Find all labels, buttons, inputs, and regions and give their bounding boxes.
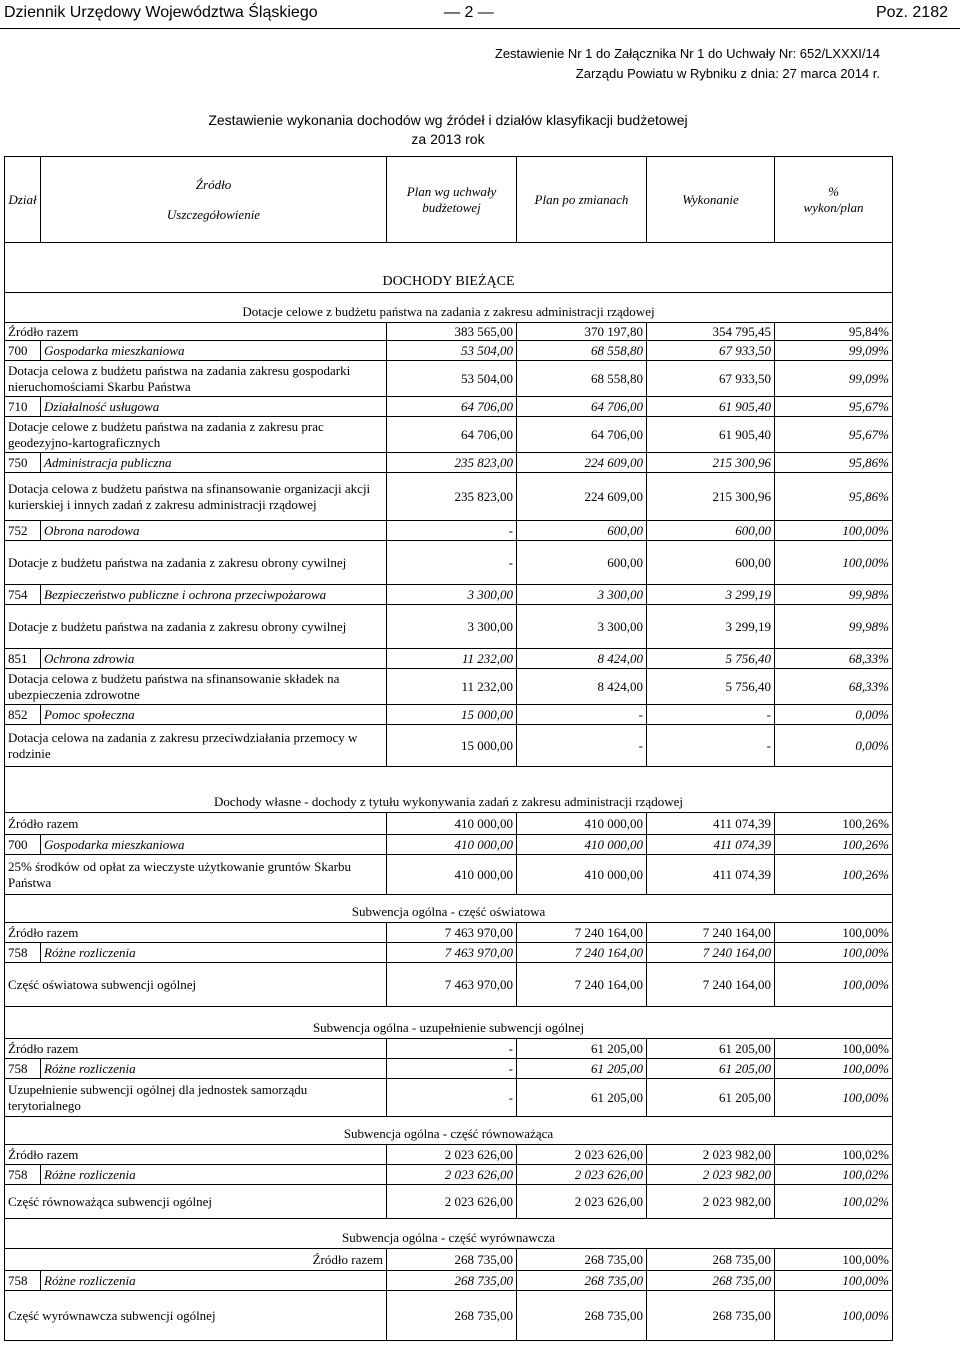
dzial-code: 852 <box>5 705 41 725</box>
dzial-pct: 100,00% <box>775 521 893 541</box>
page-header <box>0 0 960 29</box>
source-total-plan-zm: 370 197,80 <box>517 323 647 341</box>
detail-wyk: 3 299,19 <box>647 605 775 649</box>
source-total-row <box>5 1039 893 1059</box>
dzial-wyk: 600,00 <box>647 521 775 541</box>
detail-wyk: 215 300,96 <box>647 473 775 521</box>
column-plan-zmianach: Plan po zmianach <box>517 157 647 243</box>
column-dzial: Dział <box>5 157 41 243</box>
dzial-plan-zm: 64 706,00 <box>517 397 647 417</box>
detail-plan-zm: 600,00 <box>517 541 647 585</box>
dzial-name: Pomoc społeczna <box>41 705 387 725</box>
detail-name: Część równoważąca subwencji ogólnej <box>5 1185 387 1219</box>
dzial-wyk: 67 933,50 <box>647 341 775 361</box>
dzial-code: 758 <box>5 943 41 963</box>
detail-plan: 2 023 626,00 <box>387 1185 517 1219</box>
dzial-pct: 0,00% <box>775 705 893 725</box>
detail-row <box>5 963 893 1007</box>
dzial-plan-zm: 224 609,00 <box>517 453 647 473</box>
dzial-name: Różne rozliczenia <box>41 1059 387 1079</box>
dzial-pct: 68,33% <box>775 649 893 669</box>
dzial-row <box>5 835 893 855</box>
position-number: Poz. 2182 <box>875 4 948 21</box>
dzial-pct: 99,09% <box>775 341 893 361</box>
dzial-code: 700 <box>5 835 41 855</box>
detail-row <box>5 669 893 705</box>
source-total-plan: 7 463 970,00 <box>387 923 517 943</box>
source-total-wyk: 7 240 164,00 <box>647 923 775 943</box>
section-header-row <box>5 1007 893 1039</box>
detail-plan: 7 463 970,00 <box>387 963 517 1007</box>
dzial-code: 710 <box>5 397 41 417</box>
dzial-plan: - <box>387 521 517 541</box>
source-total-plan-zm: 7 240 164,00 <box>517 923 647 943</box>
detail-name: Dotacje z budżetu państwa na zadania z zakresu obrony cywilnej <box>5 605 387 649</box>
dzial-name: Administracja publiczna <box>41 453 387 473</box>
detail-plan: 53 504,00 <box>387 361 517 397</box>
section-title: Subwencja ogólna - uzupełnienie subwencji ogólnej <box>5 1007 893 1039</box>
section-title: Dotacje celowe z budżetu państwa na zadania z zakresu administracji rządowej <box>5 293 893 323</box>
detail-plan-zm: 7 240 164,00 <box>517 963 647 1007</box>
dzial-name: Gospodarka mieszkaniowa <box>41 835 387 855</box>
dzial-code: 851 <box>5 649 41 669</box>
dzial-pct: 95,86% <box>775 453 893 473</box>
section-header-row <box>5 1117 893 1145</box>
source-total-pct: 100,02% <box>775 1145 893 1165</box>
detail-pct: 100,02% <box>775 1185 893 1219</box>
detail-plan: - <box>387 541 517 585</box>
detail-pct: 99,09% <box>775 361 893 397</box>
dzial-plan: - <box>387 1059 517 1079</box>
dzial-plan-zm: 410 000,00 <box>517 835 647 855</box>
dzial-wyk: 268 735,00 <box>647 1271 775 1291</box>
dzial-code: 750 <box>5 453 41 473</box>
detail-pct: 100,00% <box>775 963 893 1007</box>
detail-row <box>5 541 893 585</box>
detail-plan-zm: 68 558,80 <box>517 361 647 397</box>
detail-wyk: 268 735,00 <box>647 1291 775 1341</box>
detail-row <box>5 361 893 397</box>
detail-row <box>5 1185 893 1219</box>
dzial-wyk: 3 299,19 <box>647 585 775 605</box>
dzial-wyk: 5 756,40 <box>647 649 775 669</box>
source-total-row <box>5 1145 893 1165</box>
source-total-wyk: 2 023 982,00 <box>647 1145 775 1165</box>
dzial-row <box>5 453 893 473</box>
detail-pct: 0,00% <box>775 725 893 767</box>
dzial-row <box>5 341 893 361</box>
detail-plan: 11 232,00 <box>387 669 517 705</box>
column-uszczegolowienie: Uszczegółowienie <box>166 206 261 222</box>
journal-name: Dziennik Urzędowy Województwa Śląskiego <box>4 4 318 21</box>
detail-row <box>5 1291 893 1341</box>
dzial-code: 754 <box>5 585 41 605</box>
dzial-code: 758 <box>5 1059 41 1079</box>
source-total-row <box>5 813 893 835</box>
source-total-plan: 268 735,00 <box>387 1249 517 1271</box>
source-total-label: Źródło razem <box>5 923 387 943</box>
detail-plan-zm: 8 424,00 <box>517 669 647 705</box>
source-total-pct: 100,00% <box>775 1249 893 1271</box>
detail-pct: 100,00% <box>775 541 893 585</box>
source-total-label: Źródło razem <box>5 1249 387 1271</box>
dzial-wyk: 215 300,96 <box>647 453 775 473</box>
dzial-code: 758 <box>5 1271 41 1291</box>
dzial-plan: 3 300,00 <box>387 585 517 605</box>
detail-wyk: 600,00 <box>647 541 775 585</box>
dzial-plan-zm: 2 023 626,00 <box>517 1165 647 1185</box>
dzial-wyk: 61 905,40 <box>647 397 775 417</box>
section-title: Subwencja ogólna - część równoważąca <box>5 1117 893 1145</box>
source-total-label: Źródło razem <box>5 323 387 341</box>
section-header-row <box>5 895 893 923</box>
revenue-table <box>4 156 893 1341</box>
dzial-code: 758 <box>5 1165 41 1185</box>
dzial-row <box>5 397 893 417</box>
main-section-row <box>5 243 893 293</box>
detail-plan: 410 000,00 <box>387 855 517 895</box>
dzial-row <box>5 521 893 541</box>
detail-plan-zm: 64 706,00 <box>517 417 647 453</box>
source-total-plan-zm: 268 735,00 <box>517 1249 647 1271</box>
dzial-name: Ochrona zdrowia <box>41 649 387 669</box>
dzial-plan-zm: - <box>517 705 647 725</box>
source-total-plan: 410 000,00 <box>387 813 517 835</box>
dzial-row <box>5 1165 893 1185</box>
dzial-name: Różne rozliczenia <box>41 1271 387 1291</box>
dzial-row <box>5 1271 893 1291</box>
detail-plan-zm: 224 609,00 <box>517 473 647 521</box>
dzial-wyk: 61 205,00 <box>647 1059 775 1079</box>
dzial-pct: 100,00% <box>775 1059 893 1079</box>
reference-line-2: Zarządu Powiatu w Rybniku z dnia: 27 marca 2014 r. <box>575 66 880 81</box>
section-header-row <box>5 767 893 813</box>
document-title: Zestawienie wykonania dochodów wg źródeł i działów klasyfikacji budżetowej <box>208 112 688 128</box>
dzial-wyk: - <box>647 705 775 725</box>
detail-row <box>5 417 893 453</box>
document-subtitle: za 2013 rok <box>411 131 485 147</box>
source-total-label: Źródło razem <box>5 1145 387 1165</box>
dzial-plan-zm: 3 300,00 <box>517 585 647 605</box>
detail-name: Dotacje celowe z budżetu państwa na zadania z zakresu prac geodezyjno-kartograficznych <box>5 417 387 453</box>
dzial-pct: 95,67% <box>775 397 893 417</box>
column-plan-uchwaly-line2: budżetowej <box>422 199 481 215</box>
dzial-code: 700 <box>5 341 41 361</box>
source-total-label: Źródło razem <box>5 813 387 835</box>
dzial-plan: 15 000,00 <box>387 705 517 725</box>
detail-wyk: 7 240 164,00 <box>647 963 775 1007</box>
detail-name: Dotacja celowa z budżetu państwa na sfinansowanie organizacji akcji kurierskiej i innych zadań z zakresu administracji rządowej <box>5 473 387 521</box>
detail-plan-zm: - <box>517 725 647 767</box>
dzial-code: 752 <box>5 521 41 541</box>
dzial-pct: 100,26% <box>775 835 893 855</box>
section-title: Dochody własne - dochody z tytułu wykonywania zadań z zakresu administracji rządowej <box>5 767 893 813</box>
detail-wyk: - <box>647 725 775 767</box>
dzial-plan: 268 735,00 <box>387 1271 517 1291</box>
detail-name: Dotacja celowa na zadania z zakresu przeciwdziałania przemocy w rodzinie <box>5 725 387 767</box>
detail-plan: 268 735,00 <box>387 1291 517 1341</box>
detail-plan-zm: 410 000,00 <box>517 855 647 895</box>
section-title: Subwencja ogólna - część oświatowa <box>5 895 893 923</box>
dzial-plan: 64 706,00 <box>387 397 517 417</box>
detail-plan: 64 706,00 <box>387 417 517 453</box>
dzial-name: Różne rozliczenia <box>41 1165 387 1185</box>
dzial-row <box>5 585 893 605</box>
source-total-wyk: 354 795,45 <box>647 323 775 341</box>
detail-pct: 100,00% <box>775 1079 893 1117</box>
detail-plan-zm: 2 023 626,00 <box>517 1185 647 1219</box>
source-total-wyk: 61 205,00 <box>647 1039 775 1059</box>
column-pct-line2: wykon/plan <box>803 199 864 215</box>
section-header-row <box>5 293 893 323</box>
source-total-pct: 100,00% <box>775 1039 893 1059</box>
dzial-plan: 53 504,00 <box>387 341 517 361</box>
detail-wyk: 411 074,39 <box>647 855 775 895</box>
dzial-plan-zm: 61 205,00 <box>517 1059 647 1079</box>
source-total-plan: - <box>387 1039 517 1059</box>
detail-wyk: 5 756,40 <box>647 669 775 705</box>
detail-pct: 99,98% <box>775 605 893 649</box>
column-plan-uchwaly <box>387 157 517 243</box>
detail-name: Dotacja celowa z budżetu państwa na sfinansowanie składek na ubezpieczenia zdrowotne <box>5 669 387 705</box>
reference-line-1: Zestawienie Nr 1 do Załącznika Nr 1 do Uchwały Nr: 652/LXXXI/14 <box>494 46 880 61</box>
detail-name: Uzupełnienie subwencji ogólnej dla jednostek samorządu terytorialnego <box>5 1079 387 1117</box>
dzial-plan: 7 463 970,00 <box>387 943 517 963</box>
dzial-name: Gospodarka mieszkaniowa <box>41 341 387 361</box>
section-title: Subwencja ogólna - część wyrównawcza <box>5 1219 893 1249</box>
source-total-wyk: 268 735,00 <box>647 1249 775 1271</box>
dzial-pct: 100,02% <box>775 1165 893 1185</box>
detail-plan: - <box>387 1079 517 1117</box>
dzial-row <box>5 943 893 963</box>
column-pct-line1: % <box>828 183 839 199</box>
source-total-plan: 2 023 626,00 <box>387 1145 517 1165</box>
dzial-plan: 410 000,00 <box>387 835 517 855</box>
dzial-plan-zm: 268 735,00 <box>517 1271 647 1291</box>
dzial-pct: 100,00% <box>775 1271 893 1291</box>
detail-pct: 100,26% <box>775 855 893 895</box>
detail-name: Dotacje z budżetu państwa na zadania z zakresu obrony cywilnej <box>5 541 387 585</box>
column-plan-uchwaly-line1: Plan wg uchwały <box>406 183 497 199</box>
dzial-name: Różne rozliczenia <box>41 943 387 963</box>
detail-name: Część oświatowa subwencji ogólnej <box>5 963 387 1007</box>
dzial-plan: 11 232,00 <box>387 649 517 669</box>
dzial-plan: 2 023 626,00 <box>387 1165 517 1185</box>
detail-plan-zm: 61 205,00 <box>517 1079 647 1117</box>
dzial-row <box>5 1059 893 1079</box>
detail-pct: 95,86% <box>775 473 893 521</box>
table-header-row <box>5 157 893 243</box>
source-total-wyk: 411 074,39 <box>647 813 775 835</box>
dzial-wyk: 2 023 982,00 <box>647 1165 775 1185</box>
dzial-name: Obrona narodowa <box>41 521 387 541</box>
source-total-plan: 383 565,00 <box>387 323 517 341</box>
column-wykonanie: Wykonanie <box>647 157 775 243</box>
detail-pct: 100,00% <box>775 1291 893 1341</box>
detail-plan: 3 300,00 <box>387 605 517 649</box>
detail-name: 25% środków od opłat za wieczyste użytkowanie gruntów Skarbu Państwa <box>5 855 387 895</box>
dzial-row <box>5 649 893 669</box>
dzial-plan-zm: 600,00 <box>517 521 647 541</box>
source-total-row <box>5 923 893 943</box>
source-total-pct: 100,00% <box>775 923 893 943</box>
dzial-pct: 99,98% <box>775 585 893 605</box>
source-total-plan-zm: 61 205,00 <box>517 1039 647 1059</box>
detail-plan: 235 823,00 <box>387 473 517 521</box>
detail-plan-zm: 3 300,00 <box>517 605 647 649</box>
main-section-title: DOCHODY BIEŻĄCE <box>5 243 893 293</box>
dzial-plan-zm: 7 240 164,00 <box>517 943 647 963</box>
column-source <box>41 157 387 243</box>
section-header-row <box>5 1219 893 1249</box>
source-total-row <box>5 1249 893 1271</box>
detail-plan: 15 000,00 <box>387 725 517 767</box>
detail-pct: 68,33% <box>775 669 893 705</box>
detail-row <box>5 473 893 521</box>
detail-name: Dotacja celowa z budżetu państwa na zadania zakresu gospodarki nieruchomościami Skarbu Państwa <box>5 361 387 397</box>
detail-wyk: 61 205,00 <box>647 1079 775 1117</box>
dzial-row <box>5 705 893 725</box>
detail-plan-zm: 268 735,00 <box>517 1291 647 1341</box>
detail-wyk: 67 933,50 <box>647 361 775 397</box>
source-total-row <box>5 323 893 341</box>
dzial-plan: 235 823,00 <box>387 453 517 473</box>
column-pct <box>775 157 893 243</box>
source-total-pct: 100,26% <box>775 813 893 835</box>
source-total-plan-zm: 2 023 626,00 <box>517 1145 647 1165</box>
page-number: — 2 — <box>444 4 494 21</box>
dzial-name: Bezpieczeństwo publiczne i ochrona przeciwpożarowa <box>41 585 387 605</box>
detail-row <box>5 605 893 649</box>
source-total-pct: 95,84% <box>775 323 893 341</box>
dzial-plan-zm: 8 424,00 <box>517 649 647 669</box>
detail-wyk: 61 905,40 <box>647 417 775 453</box>
dzial-plan-zm: 68 558,80 <box>517 341 647 361</box>
detail-pct: 95,67% <box>775 417 893 453</box>
detail-row <box>5 725 893 767</box>
detail-row <box>5 855 893 895</box>
dzial-pct: 100,00% <box>775 943 893 963</box>
dzial-wyk: 7 240 164,00 <box>647 943 775 963</box>
detail-name: Część wyrównawcza subwencji ogólnej <box>5 1291 387 1341</box>
source-total-plan-zm: 410 000,00 <box>517 813 647 835</box>
dzial-name: Działalność usługowa <box>41 397 387 417</box>
dzial-wyk: 411 074,39 <box>647 835 775 855</box>
column-zrodlo: Źródło <box>195 176 232 192</box>
detail-row <box>5 1079 893 1117</box>
detail-wyk: 2 023 982,00 <box>647 1185 775 1219</box>
source-total-label: Źródło razem <box>5 1039 387 1059</box>
